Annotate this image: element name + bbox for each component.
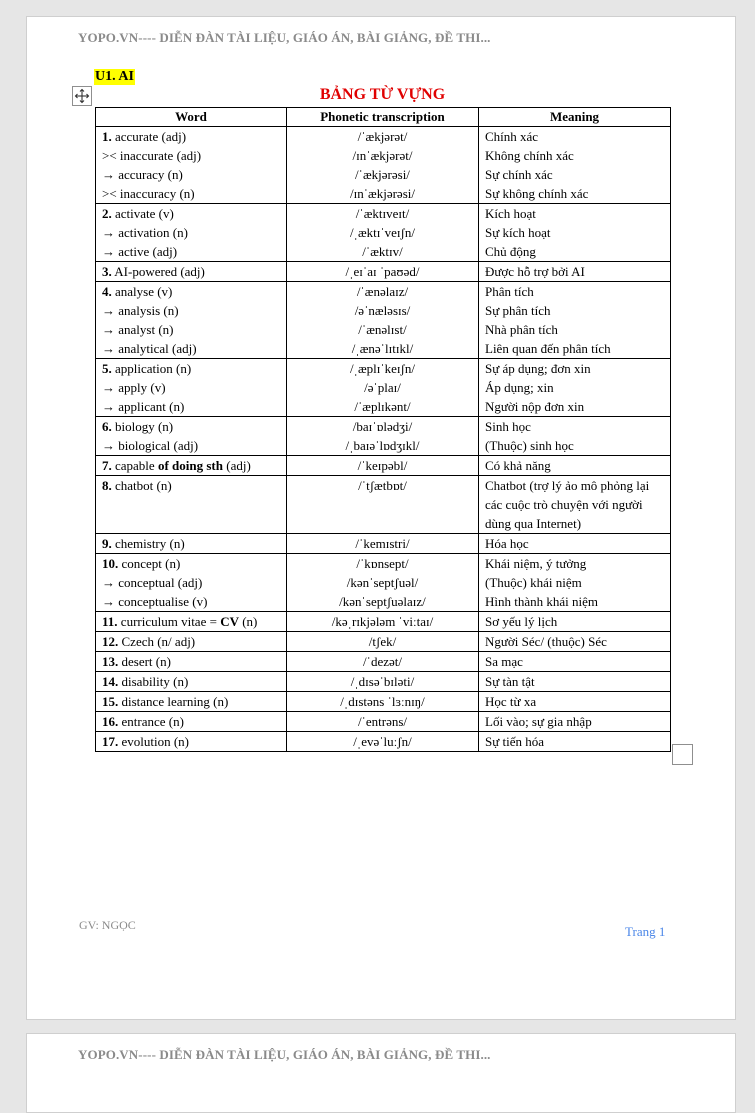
word-line: 4. analyse (v) [102, 284, 173, 299]
word-line: >< inaccuracy (n) [102, 186, 195, 201]
meaning-line: Học từ xa [485, 694, 537, 709]
table-row [96, 127, 671, 204]
phonetic-line: /ˈæktɪveɪt/ [355, 206, 410, 221]
word-line: 15. distance learning (n) [102, 694, 229, 709]
word-line: 6. biology (n) [102, 419, 174, 434]
word-line: 5. application (n) [102, 361, 192, 376]
word-line: → analysis (n) [102, 303, 179, 318]
word-line: 3. AI-powered (adj) [102, 264, 205, 279]
page-number: Trang 1 [625, 924, 666, 939]
meaning-line: Sơ yếu lý lịch [485, 614, 558, 629]
phonetic-line: /ɪnˈækjərəsi/ [350, 186, 415, 201]
word-cell [96, 417, 287, 456]
word-line: → biological (adj) [102, 438, 199, 453]
meaning-cell [479, 282, 671, 359]
meaning-line: Chatbot (trợ lý ảo mô phỏng lại các cuộc trò chuyện với người dùng qua Internet) [485, 478, 650, 531]
phonetic-cell [287, 612, 479, 632]
word-cell [96, 672, 287, 692]
entry-number: 8. [102, 478, 112, 493]
vocabulary-table-body [96, 127, 671, 752]
meaning-line: Nhà phân tích [485, 322, 558, 337]
phonetic-cell [287, 262, 479, 282]
phonetic-line: /ˈdezət/ [363, 654, 402, 669]
table-row [96, 732, 671, 752]
phonetic-cell [287, 712, 479, 732]
table-row [96, 476, 671, 534]
meaning-cell [479, 692, 671, 712]
meaning-cell [479, 359, 671, 417]
meaning-line: Sinh học [485, 419, 531, 434]
meaning-line: Sự áp dụng; đơn xin [485, 361, 591, 376]
document-page-2 [26, 1033, 736, 1113]
word-line: 12. Czech (n/ adj) [102, 634, 196, 649]
entry-number: 2. [102, 206, 112, 221]
phonetic-cell [287, 127, 479, 204]
word-cell [96, 262, 287, 282]
word-cell [96, 732, 287, 752]
phonetic-cell [287, 282, 479, 359]
phonetic-line: /ɪnˈækjərət/ [352, 148, 413, 163]
phonetic-line: /ˈentrəns/ [357, 714, 408, 729]
word-line: 7. capable of doing sth (adj) [102, 458, 251, 473]
phonetic-cell [287, 417, 479, 456]
word-line: 11. curriculum vitae = CV (n) [102, 614, 258, 629]
word-cell [96, 204, 287, 262]
word-cell [96, 632, 287, 652]
entry-number: 12. [102, 634, 119, 649]
table-move-handle[interactable] [72, 86, 92, 106]
column-header-word: Word [96, 108, 287, 127]
phonetic-line: /ˈkɒnsept/ [356, 556, 409, 571]
page-header: YOPO.VN---- DIỄN ĐÀN TÀI LIỆU, GIÁO ÁN, BÀI GIẢNG, ĐỀ THI... [78, 30, 491, 45]
word-line: → applicant (n) [102, 399, 185, 414]
meaning-cell [479, 652, 671, 672]
column-header-meaning: Meaning [479, 108, 671, 127]
meaning-line: Lối vào; sự gia nhập [485, 714, 592, 729]
word-cell [96, 127, 287, 204]
table-row [96, 612, 671, 632]
word-line: → active (adj) [102, 244, 178, 259]
meaning-line: Sự tàn tật [485, 674, 535, 689]
page-header: YOPO.VN---- DIỄN ĐÀN TÀI LIỆU, GIÁO ÁN, BÀI GIẢNG, ĐỀ THI... [78, 1047, 491, 1062]
meaning-line: Kích hoạt [485, 206, 536, 221]
word-line: 16. entrance (n) [102, 714, 184, 729]
meaning-line: Được hỗ trợ bởi AI [485, 264, 585, 279]
entry-number: 10. [102, 556, 119, 571]
table-row [96, 534, 671, 554]
table-row [96, 632, 671, 652]
meaning-cell [479, 262, 671, 282]
meaning-line: Không chính xác [485, 148, 574, 163]
phonetic-cell [287, 632, 479, 652]
meaning-cell [479, 127, 671, 204]
meaning-line: Sự phân tích [485, 303, 551, 318]
word-line: 14. disability (n) [102, 674, 189, 689]
meaning-line: Sự tiến hóa [485, 734, 545, 749]
phonetic-cell [287, 476, 479, 534]
meaning-line: Sự không chính xác [485, 186, 589, 201]
meaning-cell [479, 476, 671, 534]
word-cell [96, 456, 287, 476]
meaning-cell [479, 534, 671, 554]
meaning-cell [479, 417, 671, 456]
meaning-cell [479, 672, 671, 692]
table-row [96, 262, 671, 282]
word-cell [96, 652, 287, 672]
meaning-line: (Thuộc) sinh học [485, 438, 574, 453]
phonetic-cell [287, 456, 479, 476]
meaning-cell [479, 204, 671, 262]
document-page-1 [26, 16, 736, 1020]
meaning-cell [479, 712, 671, 732]
entry-number: 16. [102, 714, 119, 729]
word-line: → apply (v) [102, 380, 166, 395]
phonetic-line: /ˌæktɪˈveɪʃn/ [350, 225, 415, 240]
meaning-line: Phân tích [485, 284, 534, 299]
entry-number: 7. [102, 458, 112, 473]
table-row [96, 456, 671, 476]
entry-number: 5. [102, 361, 112, 376]
table-row [96, 672, 671, 692]
entry-number: 17. [102, 734, 119, 749]
phonetic-cell [287, 204, 479, 262]
document-title: BẢNG TỪ VỰNG [319, 86, 446, 103]
phonetic-line: /ˈænəlɪst/ [358, 322, 407, 337]
meaning-line: Sự kích hoạt [485, 225, 551, 240]
entry-number: 3. [102, 264, 112, 279]
phonetic-cell [287, 652, 479, 672]
word-cell [96, 692, 287, 712]
table-resize-handle[interactable] [672, 744, 693, 765]
meaning-line: Liên quan đến phân tích [485, 341, 611, 356]
meaning-line: Hóa học [485, 536, 529, 551]
meaning-cell [479, 612, 671, 632]
word-cell [96, 612, 287, 632]
table-row [96, 554, 671, 612]
move-arrows-icon [74, 88, 90, 104]
phonetic-line: /kənˈseptʃuəlaɪz/ [339, 594, 426, 609]
word-line: 9. chemistry (n) [102, 536, 185, 551]
entry-number: 15. [102, 694, 119, 709]
word-line: >< inaccurate (adj) [102, 148, 202, 163]
word-line: → conceptual (adj) [102, 575, 203, 590]
entry-number: 1. [102, 129, 112, 144]
table-row [96, 692, 671, 712]
table-row [96, 359, 671, 417]
emphasis-text: of doing sth [157, 458, 223, 473]
entry-number: 14. [102, 674, 119, 689]
entry-number: 4. [102, 284, 112, 299]
word-line: 8. chatbot (n) [102, 478, 172, 493]
meaning-line: Hình thành khái niệm [485, 594, 599, 609]
table-row [96, 282, 671, 359]
phonetic-line: /əˈnæləsɪs/ [354, 303, 411, 318]
entry-number: 11. [102, 614, 118, 629]
phonetic-line: /ˌeɪˈaɪ ˈpaʊəd/ [345, 264, 420, 279]
table-row [96, 204, 671, 262]
word-cell [96, 554, 287, 612]
meaning-line: Có khả năng [485, 458, 551, 473]
phonetic-line: /ˈæktɪv/ [362, 244, 403, 259]
word-line: → analyst (n) [102, 322, 174, 337]
phonetic-cell [287, 359, 479, 417]
meaning-cell [479, 632, 671, 652]
phonetic-line: /ˈkemɪstri/ [355, 536, 410, 551]
word-line: 17. evolution (n) [102, 734, 190, 749]
word-cell [96, 476, 287, 534]
meaning-line: Khái niệm, ý tưởng [485, 556, 587, 571]
table-row [96, 417, 671, 456]
phonetic-line: /kənˈseptʃuəl/ [346, 575, 419, 590]
unit-title: U1. AI [95, 69, 134, 84]
meaning-line: Sa mạc [485, 654, 523, 669]
phonetic-line: /ˈæplɪkənt/ [354, 399, 411, 414]
meaning-line: Sự chính xác [485, 167, 553, 182]
meaning-line: (Thuộc) khái niệm [485, 575, 582, 590]
phonetic-line: /əˈplaɪ/ [364, 380, 401, 395]
table-row [96, 652, 671, 672]
phonetic-line: /ˌæplɪˈkeɪʃn/ [350, 361, 415, 376]
phonetic-cell [287, 534, 479, 554]
word-cell [96, 282, 287, 359]
column-header-phonetic: Phonetic transcription [287, 108, 479, 127]
page-footer-left: GV: NGỌC [79, 918, 136, 932]
word-cell [96, 534, 287, 554]
word-cell [96, 712, 287, 732]
word-line: 13. desert (n) [102, 654, 171, 669]
phonetic-line: /tʃek/ [368, 634, 397, 649]
meaning-line: Chủ động [485, 244, 536, 259]
phonetic-line: /kəˌrɪkjələm ˈviːtaɪ/ [331, 614, 434, 629]
word-line: → conceptualise (v) [102, 594, 208, 609]
word-line: → analytical (adj) [102, 341, 197, 356]
table-header-row [96, 108, 671, 127]
phonetic-line: /baɪˈɒlədʒi/ [352, 419, 413, 434]
phonetic-cell [287, 732, 479, 752]
phonetic-line: /ˈænəlaɪz/ [356, 284, 409, 299]
entry-number: 13. [102, 654, 119, 669]
phonetic-line: /ˈkeɪpəbl/ [357, 458, 408, 473]
phonetic-cell [287, 692, 479, 712]
meaning-cell [479, 554, 671, 612]
phonetic-line: /ˈækjərəsi/ [355, 167, 410, 182]
entry-number: 6. [102, 419, 112, 434]
emphasis-text: CV [220, 614, 239, 629]
meaning-line: Người Séc/ (thuộc) Séc [485, 634, 607, 649]
phonetic-line: /ˌbaɪəˈlɒdʒɪkl/ [345, 438, 420, 453]
vocabulary-table [95, 107, 671, 752]
phonetic-cell [287, 554, 479, 612]
phonetic-line: /ˈtʃætbɒt/ [358, 478, 407, 493]
word-cell [96, 359, 287, 417]
phonetic-line: /ˌevəˈluːʃn/ [353, 734, 412, 749]
phonetic-line: /ˌdɪstəns ˈlɜːnɪŋ/ [340, 694, 425, 709]
phonetic-cell [287, 672, 479, 692]
entry-number: 9. [102, 536, 112, 551]
meaning-line: Chính xác [485, 129, 539, 144]
word-line: → accuracy (n) [102, 167, 183, 182]
phonetic-line: /ˌdɪsəˈbɪləti/ [350, 674, 415, 689]
table-row [96, 712, 671, 732]
word-line: → activation (n) [102, 225, 188, 240]
word-line: 10. concept (n) [102, 556, 181, 571]
meaning-line: Áp dụng; xin [485, 380, 554, 395]
meaning-cell [479, 456, 671, 476]
meaning-cell [479, 732, 671, 752]
word-line: 1. accurate (adj) [102, 129, 187, 144]
meaning-line: Người nộp đơn xin [485, 399, 585, 414]
phonetic-line: /ˈækjərət/ [357, 129, 408, 144]
word-line: 2. activate (v) [102, 206, 174, 221]
phonetic-line: /ˌænəˈlɪtɪkl/ [351, 341, 414, 356]
